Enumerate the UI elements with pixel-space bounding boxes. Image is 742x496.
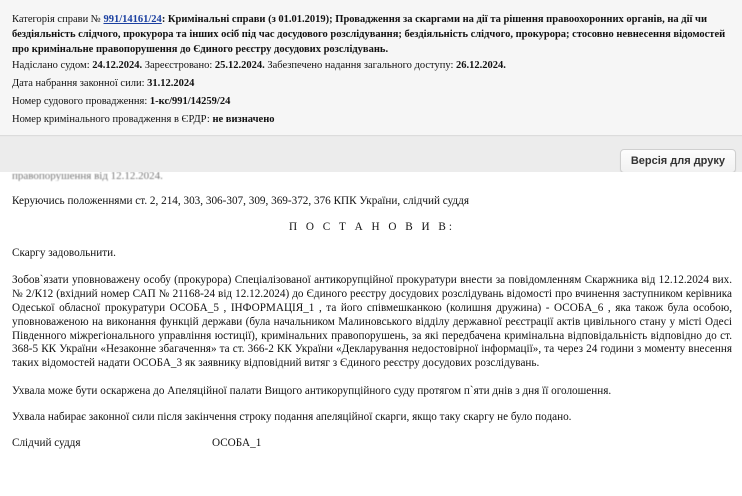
erdr-label: Номер кримінального провадження в ЄРДР: (12, 114, 210, 125)
dates-line (12, 58, 732, 73)
proceeding-value: 1-кс/991/14259/24 (149, 96, 231, 107)
access-value: 26.12.2024. (456, 60, 506, 71)
resolution-heading: П О С Т А Н О В И В: (289, 220, 455, 233)
toolbar (0, 137, 742, 177)
appeal-paragraph: Ухвала може бути оскаржена до Апеляційної палати Вищого антикорупційного суду протягом п`яти днів з дня її оголошення. (12, 384, 612, 397)
access-label: Забезпечено надання загального доступу: (267, 60, 454, 71)
proceeding-label: Номер судового провадження: (12, 96, 148, 107)
case-number-link[interactable]: 991/14161/24 (103, 14, 162, 25)
case-category-line (12, 12, 732, 57)
sent-value: 24.12.2024. (92, 60, 143, 71)
document-text (0, 172, 742, 496)
registered-label: Зареєстровано: (144, 60, 213, 71)
registered-value: 25.12.2024. (214, 60, 265, 71)
signature-name: ОСОБА_1 (212, 436, 262, 449)
category-label: Категорія справи № (12, 14, 101, 25)
erdr-value: не визначено (212, 114, 275, 125)
force-date-line (12, 76, 732, 91)
category-text: : Кримінальні справи (з 01.01.2019); Провадження за скаргами на дії та рішення правоохоронних органів, на дії чи бездіяльність слідчого, прокурора та інших осіб під час досудового розслідування; бездіяльність слідчого, прокурора; стосовно невнесення відомостей про кримінальне правопорушення до Єдиного реєстру досудових розслідувань. (12, 14, 726, 55)
force-date-value: 31.12.2024 (147, 78, 195, 89)
proceeding-line (12, 94, 732, 109)
legal-basis-paragraph: Керуючись положеннями ст. 2, 214, 303, 306-307, 309, 369-372, 376 КПК України, слідчий суддя (12, 195, 469, 207)
legal-force-paragraph: Ухвала набирає законної сили після закінчення строку подання апеляційної скарги, якщо таку скаргу не було подано. (12, 410, 572, 423)
print-version-button[interactable]: Версія для друку (620, 149, 736, 173)
signature-role: Слідчий суддя (12, 436, 81, 449)
obligation-paragraph: Зобов`язати уповноважену особу (прокурора) Спеціалізованої антикорупційної прокуратури внести за повідомленням Скаржника від 12.12.2024 вих. № 2/К12 (вхідний номер САП № 21168-24 від 12.12.2024) до Єдиного реєстру досудових розслідувань відомості про вчинення заступником керівника Одеської обласної прокуратури ОСОБА_5 , ІНФОРМАЦІЯ_1 , та його співмешканкою (колишня дружина) - ОСОБА_6 , яка також була особою, уповноваженою на виконання функцій держави (була начальником Малиновського відділу державної реєстрації актів цивільного стану у місті Одесі Південного міжрегіонального управління юстиції), кримінальних правопорушень, за які передбачена кримінальна відповідальність відповідно до ст. 368-5 КК України «Незаконне збагачення» та ст. 366-2 КК України «Декларування недостовірної інформації», та через 24 години з моменту внесення таких відомостей надати ОСОБА_3 як заявнику відповідний витяг з Єдиного реєстру досудових розслідувань. (12, 274, 732, 370)
signature-line (12, 437, 732, 451)
grant-paragraph: Скаргу задовольнити. (12, 246, 116, 259)
erdr-line (12, 112, 732, 127)
case-metadata-panel (0, 0, 742, 136)
force-date-label: Дата набрання законної сили: (12, 78, 145, 89)
cut-off-line: правопорушення від 12.12.2024. (12, 172, 163, 181)
sent-label: Надіслано судом: (12, 60, 90, 71)
